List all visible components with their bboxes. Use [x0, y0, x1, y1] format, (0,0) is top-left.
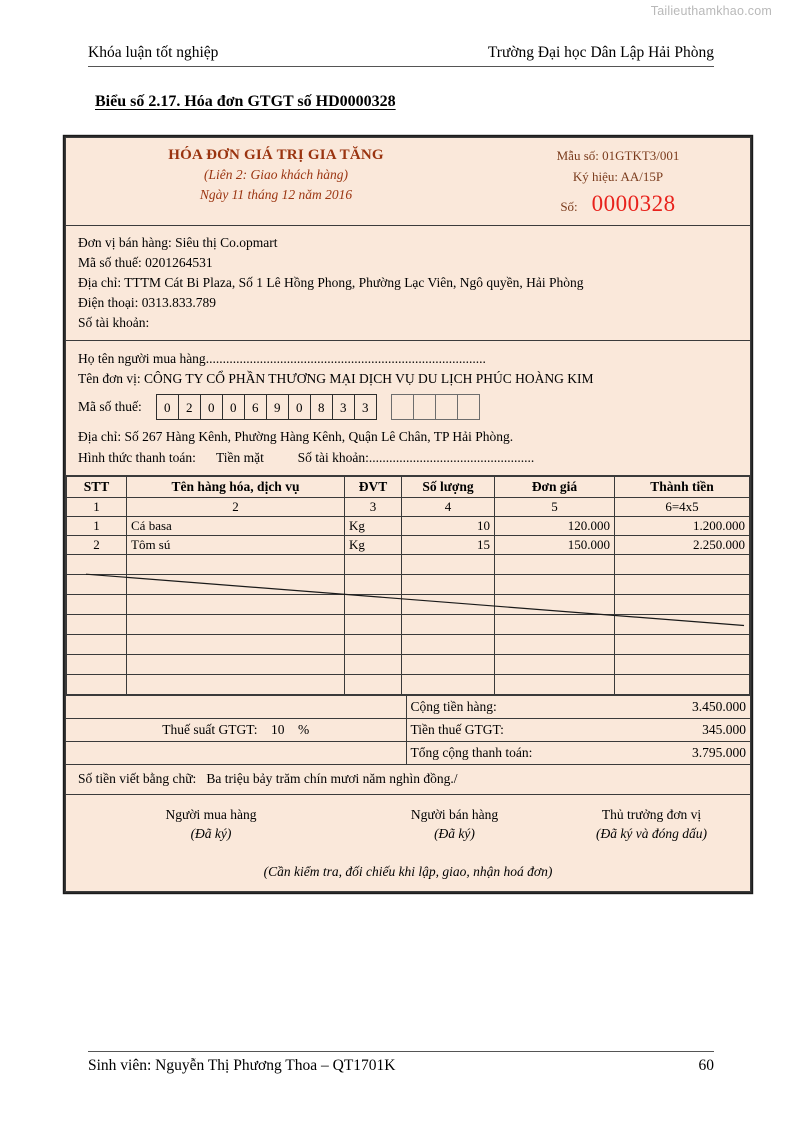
cell-price: 120.000 — [495, 516, 615, 535]
subtotal-spacer — [66, 695, 406, 718]
invoice-meta — [486, 147, 750, 217]
cell-empty — [615, 634, 750, 654]
buyer-company-row — [78, 369, 750, 389]
cell-empty — [127, 614, 345, 634]
cell-name: Tôm sú — [127, 535, 345, 554]
cell-qty: 15 — [402, 535, 495, 554]
buyer-tax-code-row — [78, 394, 750, 420]
th-price: Đơn giá — [495, 476, 615, 497]
invoice-subtitle: (Liên 2: Giao khách hàng) — [204, 167, 348, 182]
buyer-payment-row — [78, 448, 750, 468]
signature-buyer-note: (Đã ký) — [190, 825, 232, 841]
page-header-right: Trường Đại học Dân Lập Hải Phòng — [487, 44, 714, 61]
signature-seller-role: Người bán hàng — [410, 806, 499, 822]
cell-empty — [402, 674, 495, 694]
cell-empty — [495, 634, 615, 654]
cell-amount: 2.250.000 — [615, 535, 750, 554]
cell-empty — [402, 654, 495, 674]
invoice-date: Ngày 11 tháng 12 năm 2016 — [199, 187, 353, 202]
cell-empty — [345, 574, 402, 594]
tax-digit-box-4: 6 — [244, 394, 266, 420]
th-amount: Thành tiền — [615, 476, 750, 497]
buyer-account-dots: ................................................. — [368, 449, 535, 465]
tax-digit-box-5: 9 — [266, 394, 288, 420]
grand-total-value: 3.795.000 — [616, 741, 750, 764]
site-watermark: Tailieuthamkhao.com — [650, 4, 772, 18]
invoice-title: HÓA ĐƠN GIÁ TRỊ GIA TĂNG — [168, 147, 384, 163]
signature-director-role: Thủ trưởng đơn vị — [601, 806, 702, 822]
invoice-symbol: Ký hiệu: AA/15P — [572, 169, 664, 184]
page-footer-left: Sinh viên: Nguyễn Thị Phương Thoa – QT1701K — [88, 1057, 396, 1074]
invoice-title-section — [66, 138, 750, 226]
cell-empty — [127, 634, 345, 654]
tax-digit-box-0: 0 — [156, 394, 178, 420]
page-footer-rule — [88, 1051, 714, 1052]
buyer-address: Địa chỉ: Số 267 Hàng Kênh, Phường Hàng Kênh, Quận Lê Chân, TP Hải Phòng. — [78, 429, 514, 445]
num-4: 4 — [402, 497, 495, 516]
num-3: 3 — [345, 497, 402, 516]
buyer-tax-code-label: Mã số thuế: — [78, 399, 142, 415]
tax-rate-value: 10 — [271, 721, 285, 737]
cell-empty — [615, 574, 750, 594]
cell-price: 150.000 — [495, 535, 615, 554]
cell-empty — [67, 574, 127, 594]
cell-empty — [402, 634, 495, 654]
cell-empty — [67, 634, 127, 654]
buyer-tax-code-digits — [156, 394, 377, 420]
tax-rate-cell — [66, 718, 406, 741]
num-2: 2 — [127, 497, 345, 516]
tax-digit-box-3: 0 — [222, 394, 244, 420]
buyer-account-label: Số tài khoản: — [297, 449, 369, 465]
buyer-company-name: CÔNG TY CỔ PHẦN THƯƠNG MẠI DỊCH VỤ DU LỊCH PHÚC HOÀNG KIM — [144, 371, 594, 387]
cell-empty — [127, 574, 345, 594]
num-6: 6=4x5 — [615, 497, 750, 516]
tax-empty-box-2 — [435, 394, 457, 420]
buyer-name-label: Họ tên người mua hàng — [78, 350, 206, 366]
grand-total-label: Tổng cộng thanh toán: — [406, 741, 616, 764]
cell-unit: Kg — [345, 535, 402, 554]
cell-empty — [402, 554, 495, 574]
th-name: Tên hàng hóa, dịch vụ — [127, 476, 345, 497]
subtotal-value: 3.450.000 — [616, 695, 750, 718]
table-row-empty — [67, 594, 750, 614]
invoice-number-value: 0000328 — [591, 191, 676, 216]
cell-empty — [345, 674, 402, 694]
tax-rate-label: Thuế suất GTGT: — [162, 721, 258, 737]
items-table-header-row — [67, 476, 750, 497]
cell-empty — [127, 654, 345, 674]
cell-empty — [345, 594, 402, 614]
payment-method-label: Hình thức thanh toán: — [78, 449, 196, 465]
invoice-title-left — [66, 147, 486, 217]
buyer-section — [66, 341, 750, 476]
amount-in-words-row — [66, 765, 750, 795]
cell-empty — [345, 554, 402, 574]
cell-empty — [345, 654, 402, 674]
cell-empty — [615, 554, 750, 574]
num-5: 5 — [495, 497, 615, 516]
tax-digit-box-8: 3 — [332, 394, 354, 420]
cell-empty — [495, 614, 615, 634]
buyer-tax-code-empty-boxes — [391, 394, 480, 420]
cell-empty — [495, 554, 615, 574]
cell-empty — [495, 594, 615, 614]
table-row-empty — [67, 654, 750, 674]
th-stt: STT — [67, 476, 127, 497]
buyer-name-dots: ................................................................................... — [205, 350, 486, 366]
cell-empty — [67, 554, 127, 574]
page-header-left: Khóa luận tốt nghiệp — [88, 44, 219, 61]
invoice-number-row — [486, 191, 750, 217]
cell-empty — [615, 614, 750, 634]
seller-section — [66, 226, 750, 341]
invoice-inner-frame — [65, 137, 751, 892]
items-table-body — [67, 497, 750, 694]
table-row-empty — [67, 554, 750, 574]
cell-stt: 2 — [67, 535, 127, 554]
tax-rate-percent: % — [298, 721, 310, 737]
cell-name: Cá basa — [127, 516, 345, 535]
signature-buyer — [66, 807, 356, 842]
table-row — [67, 516, 750, 535]
seller-tax-code: Mã số thuế: 0201264531 — [78, 254, 213, 270]
th-qty: Số lượng — [402, 476, 495, 497]
cell-empty — [127, 554, 345, 574]
subtotal-row — [66, 695, 750, 718]
cell-empty — [615, 674, 750, 694]
payment-method-value: Tiền mặt — [215, 449, 264, 465]
items-table-wrap — [66, 476, 750, 695]
signature-buyer-role: Người mua hàng — [165, 806, 257, 822]
page-header-rule — [88, 66, 714, 67]
tax-digit-box-2: 0 — [200, 394, 222, 420]
cell-empty — [67, 674, 127, 694]
cell-empty — [402, 574, 495, 594]
cell-empty — [495, 654, 615, 674]
cell-qty: 10 — [402, 516, 495, 535]
seller-phone: Điện thoại: 0313.833.789 — [78, 294, 216, 310]
cell-empty — [495, 674, 615, 694]
cell-empty — [127, 674, 345, 694]
invoice-footer-note: (Cần kiểm tra, đối chiếu khi lập, giao, nhận hoá đơn) — [263, 863, 553, 879]
signature-section — [66, 795, 750, 850]
tax-empty-box-0 — [391, 394, 413, 420]
items-table — [66, 476, 750, 695]
amount-in-words-value: Ba triệu bảy trăm chín mươi năm nghìn đồng./ — [206, 770, 458, 786]
table-row — [67, 535, 750, 554]
cell-empty — [345, 614, 402, 634]
invoice-document — [64, 136, 752, 893]
tax-digit-box-6: 0 — [288, 394, 310, 420]
cell-unit: Kg — [345, 516, 402, 535]
signature-seller-note: (Đã ký) — [434, 825, 475, 841]
cell-empty — [495, 574, 615, 594]
buyer-name-row — [78, 349, 750, 369]
amount-in-words-label: Số tiền viết bằng chữ: — [78, 770, 197, 786]
cell-empty — [127, 594, 345, 614]
page-header — [88, 44, 714, 67]
seller-name: Đơn vị bán hàng: Siêu thị Co.opmart — [78, 235, 278, 250]
signature-seller — [356, 807, 553, 842]
cell-empty — [67, 614, 127, 634]
cell-empty — [615, 654, 750, 674]
buyer-company-label: Tên đơn vị: — [78, 371, 141, 387]
table-row-empty — [67, 614, 750, 634]
table-row-empty — [67, 634, 750, 654]
tax-row — [66, 718, 750, 741]
tax-empty-box-3 — [457, 394, 480, 420]
signature-director-note: (Đã ký và đóng dấu) — [596, 825, 707, 841]
tax-digit-box-1: 2 — [178, 394, 200, 420]
totals-table — [66, 695, 750, 765]
cell-empty — [67, 594, 127, 614]
tax-digit-box-7: 8 — [310, 394, 332, 420]
invoice-number-label: Số: — [560, 199, 578, 214]
table-row-empty — [67, 674, 750, 694]
grand-total-spacer — [66, 741, 406, 764]
cell-empty — [402, 594, 495, 614]
cell-empty — [615, 594, 750, 614]
cell-empty — [345, 634, 402, 654]
invoice-form-no: Mẫu số: 01GTKT3/001 — [556, 148, 680, 163]
signature-director — [553, 807, 750, 842]
seller-address: Địa chỉ: TTTM Cát Bi Plaza, Số 1 Lê Hồng Phong, Phường Lạc Viên, Ngô quyền, Hải Phòng — [78, 274, 584, 290]
subtotal-label: Cộng tiền hàng: — [406, 695, 616, 718]
figure-title: Biểu số 2.17. Hóa đơn GTGT số HD0000328 — [95, 93, 396, 110]
column-numbering-row — [67, 497, 750, 516]
th-unit: ĐVT — [345, 476, 402, 497]
cell-amount: 1.200.000 — [615, 516, 750, 535]
table-row-empty — [67, 574, 750, 594]
num-1: 1 — [67, 497, 127, 516]
page-number: 60 — [698, 1057, 714, 1074]
tax-amount-label: Tiền thuế GTGT: — [406, 718, 616, 741]
tax-amount-value: 345.000 — [616, 718, 750, 741]
seller-bank-account: Số tài khoản: — [78, 314, 150, 330]
tax-digit-box-9: 3 — [354, 394, 377, 420]
grand-total-row — [66, 741, 750, 764]
cell-empty — [402, 614, 495, 634]
cell-empty — [67, 654, 127, 674]
tax-empty-box-1 — [413, 394, 435, 420]
page-footer — [88, 1051, 714, 1075]
cell-stt: 1 — [67, 516, 127, 535]
